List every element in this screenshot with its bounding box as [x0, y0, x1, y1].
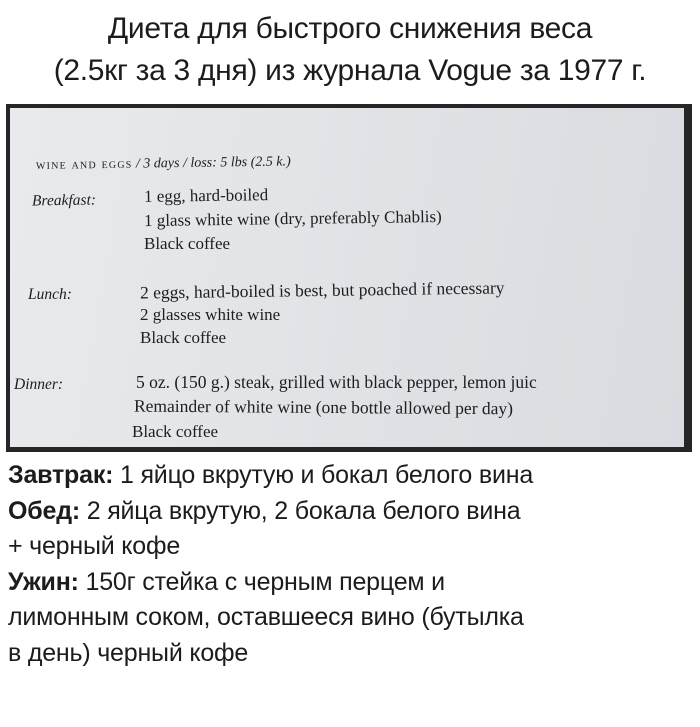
- scan-heading-rest: / 3 days / loss: 5 lbs (2.5 k.): [132, 154, 291, 172]
- summary-dinner-label: Ужин:: [8, 567, 79, 596]
- summary-breakfast: [8, 458, 692, 494]
- dinner-item: Remainder of white wine (one bottle allowed per day): [133, 395, 514, 419]
- summary-breakfast-text: 1 яйцо вкрутую и бокал белого вина: [113, 461, 534, 489]
- dinner-item: Black coffee: [132, 422, 219, 441]
- summary-breakfast-label: Завтрак:: [8, 461, 114, 489]
- summary-dinner: [8, 565, 692, 601]
- page-title: [0, 8, 700, 92]
- lunch-item: 2 eggs, hard-boiled is best, but poached if necessary: [139, 277, 505, 303]
- breakfast-label: Breakfast:: [31, 191, 97, 210]
- dinner-item: 5 oz. (150 g.) steak, grilled with black pepper, lemon juic: [136, 372, 537, 392]
- breakfast-item: 1 egg, hard-boiled: [143, 185, 269, 206]
- title-line-2: (2.5кг за 3 дня) из журнала Vogue за 1977 г.: [53, 54, 647, 87]
- breakfast-item: 1 glass white wine (dry, preferably Chablis): [143, 206, 442, 231]
- summary-dinner-cont: лимонным соком, оставшееся вино (бутылка: [8, 603, 524, 631]
- lunch-label: Lunch:: [28, 286, 72, 303]
- breakfast-item: Black coffee: [144, 234, 231, 253]
- summary-lunch: [8, 494, 692, 530]
- summary-lunch-text: 2 яйца вкрутую, 2 бокала белого вина: [80, 496, 521, 525]
- dinner-label: Dinner:: [14, 376, 64, 393]
- lunch-item: 2 glasses white wine: [140, 305, 281, 324]
- scan-heading: [36, 154, 291, 174]
- summary-dinner-text: 150г стейка с черным перцем и: [78, 567, 445, 596]
- summary-lunch-label: Обед:: [8, 496, 80, 525]
- summary-lunch-cont: + черный кофе: [8, 532, 181, 560]
- scanned-book-page: [6, 104, 692, 452]
- lunch-item: Black coffee: [140, 328, 227, 347]
- scan-heading-prefix: wine and eggs: [35, 156, 133, 173]
- title-line-1: Диета для быстрого снижения веса: [107, 12, 593, 45]
- summary-dinner-cont: в день) черный кофе: [8, 638, 249, 667]
- summary-text: [8, 458, 692, 671]
